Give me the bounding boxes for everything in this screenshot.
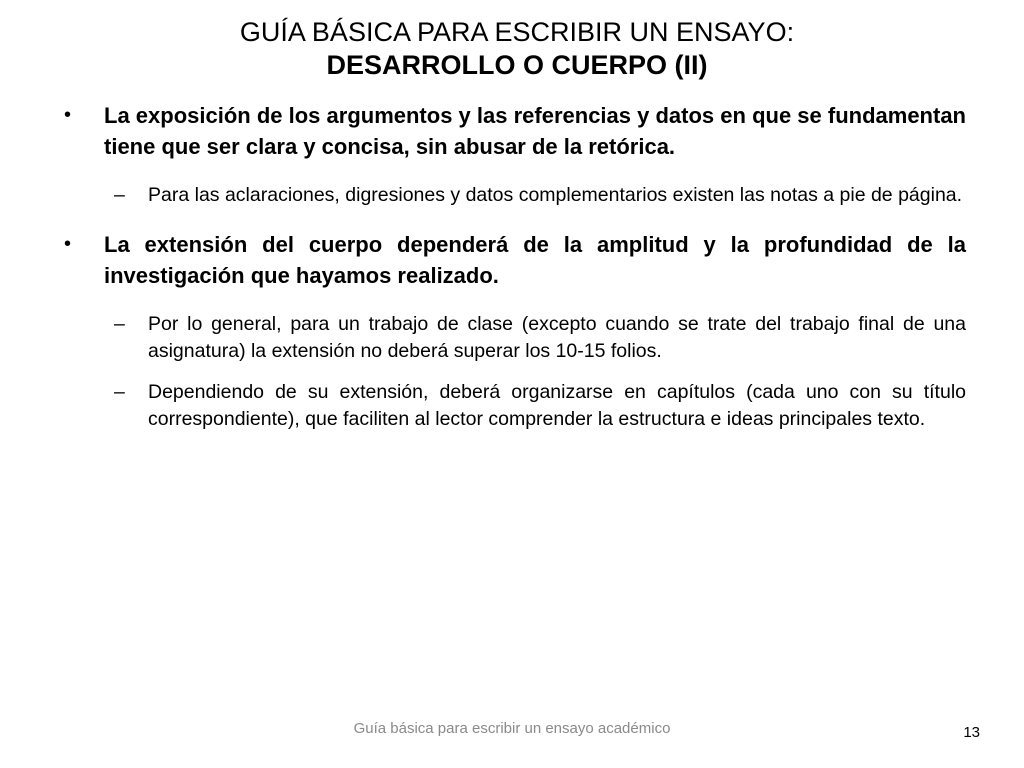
slide-title <box>0 16 1024 82</box>
title-line-2: DESARROLLO O CUERPO (II) <box>326 50 708 80</box>
bullet-item <box>64 100 966 162</box>
sub-item <box>114 311 966 365</box>
sub-list <box>114 182 966 209</box>
sub-item-text: Para las aclaraciones, digresiones y datos complementarios existen las notas a pie de página. <box>148 184 963 206</box>
title-line-1: GUÍA BÁSICA PARA ESCRIBIR UN ENSAYO: <box>239 17 795 47</box>
bullet-item <box>64 229 966 291</box>
bullet-icon: • <box>64 233 72 255</box>
bullet-block-2 <box>64 229 966 433</box>
slide-content <box>64 100 966 447</box>
dash-icon: – <box>114 184 125 206</box>
bullet-text: La exposición de los argumentos y las referencias y datos en que se fundamentan tiene que ser clara y concisa, sin abusar de la retórica. <box>104 103 966 159</box>
bullet-block-1 <box>64 100 966 209</box>
page-number: 13 <box>963 724 980 741</box>
dash-icon: – <box>114 381 125 403</box>
sub-item-text: Dependiendo de su extensión, deberá organizarse en capítulos (cada uno con su título correspondiente), que faciliten al lector comprender la estructura e ideas principales texto. <box>148 381 966 430</box>
sub-item-text: Por lo general, para un trabajo de clase (excepto cuando se trate del trabajo final de una asignatura) la extensión no deberá superar los 10-15 folios. <box>148 313 966 362</box>
sub-list <box>114 311 966 433</box>
sub-item <box>114 379 966 433</box>
dash-icon: – <box>114 313 125 335</box>
bullet-icon: • <box>64 104 72 126</box>
sub-item <box>114 182 966 209</box>
footer-text: Guía básica para escribir un ensayo académico <box>353 720 671 737</box>
bullet-text: La extensión del cuerpo dependerá de la amplitud y la profundidad de la investigación que hayamos realizado. <box>104 232 966 288</box>
